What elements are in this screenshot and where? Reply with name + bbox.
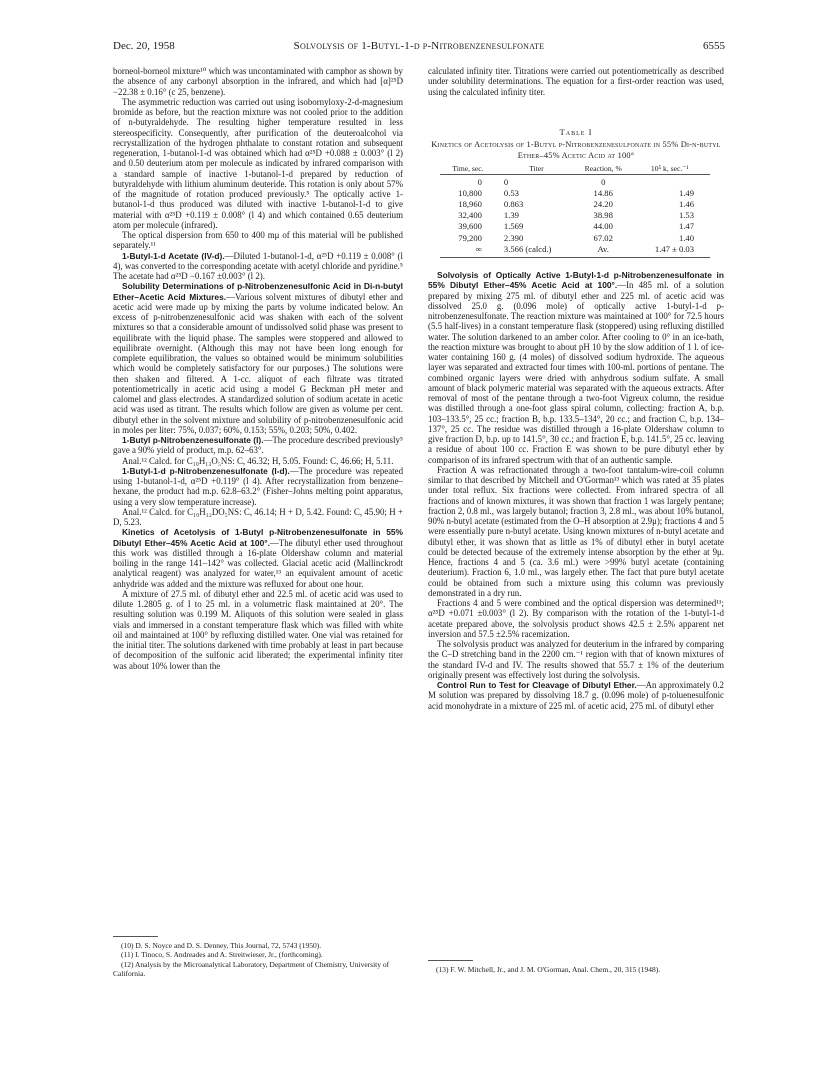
footnotes-left bbox=[113, 941, 403, 979]
table-cell: 0 bbox=[503, 176, 509, 187]
table-cell: 10,800 bbox=[458, 187, 482, 198]
right-column bbox=[428, 66, 724, 97]
kinetics-table bbox=[440, 165, 710, 258]
header-date: Dec. 20, 1958 bbox=[113, 40, 175, 52]
footnote-divider bbox=[113, 936, 158, 937]
table-cell: 44.00 bbox=[593, 221, 613, 232]
footnote: (12) Analysis by the Microanalytical Laboratory, Department of Chemistry, University of California. bbox=[113, 959, 390, 979]
analysis-line: Anal.¹² Calcd. for C₁₀H₁₂DO₅NS: C, 46.14; H + D, 5.42. Found: C, 45.90; H + D, 5.23. bbox=[113, 506, 403, 527]
section-text: —The procedure was repeated using 1-butanol-1-d, α²⁵D +0.119° (l 4). After recrystallization from benzene–hexane, the product had m.p. 62.8–63.2° (Fisher–Johns melting point apparatus, using a very slow temperature increase). bbox=[113, 465, 404, 507]
table-cell: 1.46 bbox=[678, 199, 694, 209]
paragraph: The asymmetric reduction was carried out using isobornyloxy-2-d-magnesium bromide as before, but the reaction mixture was not cooled prior to the addition of n-butyraldehyde. The resulting higher temperature resulted in less stereospecificity. Consequently, after purification of the deuteroalcohol via recrystallization of the hydrogen phthalate to constant rotation and subsequent regeneration, 1-butanol-1-d was obtained which had α²⁵D +0.088 ± 0.003° (l 2) and 0.50 deuterium atom per molecule as indicated by infrared comparison with a standard sample of inactive 1-butanol-1-d prepared by reduction of butyraldehyde with lithium aluminum deuteride. This rotation is only about 57% of the magnitude of rotation produced previously.⁵ The optically active 1-butanol-1-d thus produced was diluted with inactive 1-butanol-1-d to give material with α²⁵D +0.119 ± 0.008° (l 4) and which contained 0.65 deuterium atom per molecule (infrared). bbox=[113, 96, 403, 230]
section-text: —The procedure described previously⁵ gave a 90% yield of product, m.p. 62–63°. bbox=[113, 435, 403, 456]
header-page-number: 6555 bbox=[703, 40, 725, 52]
table-cell: 38.98 bbox=[593, 210, 613, 221]
paragraph: Fraction A was refractionated through a two-foot tantalum-wire-coil column similar to that described by Mitchell and O'Gorman¹³ which was rated at 35 plates under total reflux. Six fractions were collected. From infrared spectra of all fractions and of known mixtures, it was shown that fraction 1 was largely pentane; fraction 2, 0.8 ml., was largely butanol; fraction 3, 2.8 ml., was about 10% butanol, 90% n-butyl acetate (estimated from the O–H absorption at 2.9μ); fractions 4 and 5 were essentially pure n-butyl acetate. Using known mixtures of n-butyl acetate and dibutyl ether, it was shown that as little as 1% of dibutyl ether in butyl acetate could be detected because of the extremely intense absorption by the ether at 9μ. Hence, fractions 4 and 5 (ca. 3.6 ml.) were >99% butyl acetate (containing deuterium). Fraction 6, 1.0 ml., was largely ether. The fact that pure butyl acetate could be obtained from such a mixture using this column was previously demonstrated in a dry run. bbox=[428, 464, 724, 598]
footnote: (11) I. Tinoco, S. Andreades and A. Streitwieser, Jr., (forthcoming). bbox=[121, 950, 323, 960]
column-header: Titer bbox=[496, 165, 577, 174]
section-heading: Solubility Determinations of p-Nitrobenzenesulfonic Acid in Di-n-butyl Ether–Acetic Acid Mixtures. bbox=[113, 281, 403, 302]
section-paragraph bbox=[113, 466, 403, 507]
table-cell: ∞ bbox=[440, 244, 496, 258]
table-cell: 1.47 ± 0.03 bbox=[629, 244, 710, 258]
paragraph: Fractions 4 and 5 were combined and the optical dispersion was determined¹¹; α²⁵D +0.071 ±0.003° (l 2). By comparison with the rotation of the 1-butyl-1-d acetate prepared above, the solvolysis product shows 42.5 ± 2.5% apparent net inversion and 57.5 ±2.5% racemization. bbox=[428, 598, 724, 639]
table-cell: 3.566 (calcd.) bbox=[496, 244, 577, 258]
running-header bbox=[113, 40, 725, 54]
table-cell: 32,400 bbox=[458, 210, 482, 221]
table-header-row bbox=[440, 165, 710, 174]
table-row bbox=[440, 233, 710, 244]
section-text: —Various solvent mixtures of dibutyl ether and acetic acid were made up by mixing the parts by volume indicated below. An excess of p-nitrobenzenesulfonic acid was shaken with each of the solvent mixtures so that a considerable amount of undissolved solid phase was present to equilibrate with the liquid phase. The samples were stoppered and allowed to equilibrate overnight. (Although this may not have been long enough for complete equilibration, the values so obtained would be minimum solubilities which would be completely satisfactory for our purposes.) The solutions were then shaken and filtered. A 1-cc. aliquot of each filtrate was titrated potentiometrically in acetic acid using a model G Beckman pH meter and calomel and glass electrodes. A standardized solution of sodium acetate in acetic acid was used as titrant. The results which follow are given as volume per cent. dibutyl ether in the solvent mixture and solubility of p-nitrobenzenesulfonic acid in moles per liter: 75%, 0.037; 60%, 0.153; 55%, 0.203; 50%, 0.402. bbox=[113, 291, 403, 435]
table-cell: 1.569 bbox=[503, 221, 524, 232]
table-cell bbox=[629, 174, 710, 188]
section-paragraph bbox=[113, 281, 403, 435]
table-cell: 2.390 bbox=[503, 232, 524, 243]
table-cell: 0 bbox=[477, 176, 482, 187]
table-cell: 1.39 bbox=[503, 210, 519, 221]
section-heading: 1-Butyl-1-d Acetate (IV-d). bbox=[122, 250, 225, 261]
section-paragraph bbox=[428, 270, 724, 465]
paragraph: borneol-borneol mixture¹⁰ which was uncontaminated with camphor as shown by the absence of any carbonyl absorption in the infrared, and which had [α]²⁵D −22.38 ± 0.16° (c 25, benzene). bbox=[113, 66, 403, 97]
section-paragraph bbox=[113, 251, 403, 282]
section-heading: 1-Butyl p-Nitrobenzenesulfonate (I). bbox=[122, 435, 264, 445]
footnotes-right bbox=[428, 965, 724, 974]
column-header: Reaction, % bbox=[577, 165, 629, 174]
table-cell: 0.863 bbox=[503, 199, 524, 209]
table-cell: 24.20 bbox=[593, 199, 613, 209]
table-cell: Av. bbox=[577, 244, 629, 258]
paragraph: The optical dispersion from 650 to 400 mμ of this material will be published separately.¹¹ bbox=[113, 230, 403, 251]
table-cell: 14.86 bbox=[593, 187, 613, 198]
table-cell: 18,960 bbox=[458, 199, 482, 209]
right-column-continued bbox=[428, 270, 724, 711]
footnote: (13) F. W. Mitchell, Jr., and J. M. O'Gorman, Anal. Chem., 20, 315 (1948). bbox=[436, 965, 661, 974]
section-paragraph bbox=[113, 527, 403, 589]
section-paragraph bbox=[113, 435, 403, 456]
table-cell: 0.53 bbox=[503, 187, 519, 198]
left-column bbox=[113, 66, 403, 671]
table-cell: 67.02 bbox=[593, 232, 613, 243]
table-title: Table I bbox=[559, 127, 593, 137]
analysis-line: Anal.¹² Calcd. for C₁₀H₁₃O₅NS: C, 46.32; H, 5.05. Found: C, 46.66; H, 5.11. bbox=[122, 455, 394, 466]
section-text: —In 485 ml. of a solution prepared by mixing 275 ml. of dibutyl ether and 225 ml. of acetic acid was dissolved 25.0 g. (0.096 mole) of optically active 1-butyl-1-d p-nitrobenzenesulfonate. The reaction mixture was maintained at 100° for 72.5 hours (5.5 half-lives) in a constant temperature flask (stoppered) using refluxing distilled water. The solution darkened to an amber color. After cooling to 0° in an ice-bath, the reaction mixture was brought to about pH 10 by the slow addition of 1 l. of ice-water containing 160 g. (4 moles) of dissolved sodium hydroxide. The aqueous layer was separated and extracted four times with 100-ml. portions of pentane. The combined organic layers were dried with anhydrous sodium sulfate. A small amount of black polymeric material was separated with the aqueous extracts. After removal of most of the pentane through a two-foot Vigreux column, the residue was distilled through a one-foot glass spiral column, collecting: fraction A, b.p. 103–133.5°, 25 cc.; fraction B, b.p. 133.5–134°, 20 cc.; and fraction C, b.p. 134–137°, 25 cc. The residue was distilled through a 16-plate Oldershaw column to give fraction D, b.p. up to 141.5°, 30 cc.; and fraction E, b.p. 141.5°, 25 cc. leaving a residue of about 100 cc. Fraction E was shown to be pure dibutyl ether by comparison of its infrared spectrum with that of an authentic sample. bbox=[428, 280, 724, 465]
column-header: Time, sec. bbox=[440, 165, 496, 174]
table-caption: Kinetics of Acetolysis of 1-Butyl p-Nitrobenzenesulfonate in 55% Di-n-butyl Ether–45% Acetic Acid at 100° bbox=[431, 140, 721, 160]
section-text: —Diluted 1-butanol-1-d, α²⁵D +0.119 ± 0.008° (l 4), was converted to the corresponding acetate with acetyl chloride and pyridine.⁵ The acetate had α²⁵D −0.167 ±0.003° (l 2). bbox=[113, 250, 403, 281]
table-cell: 1.40 bbox=[678, 232, 694, 243]
table-cell: 1.53 bbox=[678, 210, 694, 221]
column-header: 10⁵ k, sec.⁻¹ bbox=[629, 165, 710, 174]
footnote-divider bbox=[428, 960, 473, 961]
footnote: (10) D. S. Noyce and D. S. Denney, This Journal, 72, 5743 (1950). bbox=[121, 941, 322, 950]
table-cell: 1.47 bbox=[678, 221, 694, 232]
table-row bbox=[440, 221, 710, 232]
section-heading: 1-Butyl-1-d p-Nitrobenzenesulfonate (I-d). bbox=[122, 465, 290, 476]
table-1 bbox=[428, 127, 724, 258]
section-heading: Control Run to Test for Cleavage of Dibutyl Ether. bbox=[437, 680, 637, 690]
paragraph: calculated infinity titer. Titrations were carried out potentiometrically as described under solubility determinations. The equation for a first-order reaction was used, using the calculated infinity titer. bbox=[428, 66, 724, 97]
table-cell: 0 bbox=[601, 176, 606, 187]
section-text: —The dibutyl ether used throughout this work was distilled through a 16-plate Oldershaw column and material boiling in the range 141–142° was collected. Glacial acetic acid (Mallinckrodt analytical reagent) was analyzed for water,¹³ an equivalent amount of acetic anhydride was added and the mixture was refluxed for about one hour. bbox=[113, 537, 403, 589]
table-cell: 1.49 bbox=[678, 187, 694, 198]
section-heading: Kinetics of Acetolysis of 1-Butyl p-Nitrobenzenesulfonate in 55% Dibutyl Ether–45% Acetic Acid at 100°. bbox=[113, 527, 403, 548]
section-text: —An approximately 0.2 M solution was prepared by dissolving 18.7 g. (0.096 mole) of p-toluenesulfonic acid monohydrate in a mixture of 225 ml. of acetic acid, 275 ml. of dibutyl ether bbox=[428, 680, 724, 711]
table-cell: 39,600 bbox=[458, 221, 482, 232]
section-heading: Solvolysis of Optically Active 1-Butyl-1-d p-Nitrobenzenesulfonate in 55% Dibutyl Ether–45% Acetic Acid at 100°. bbox=[428, 270, 724, 291]
table-row bbox=[440, 199, 710, 210]
table-cell: 79,200 bbox=[458, 232, 482, 243]
table-row bbox=[440, 188, 710, 199]
paragraph: The solvolysis product was analyzed for deuterium in the infrared by comparing the C–D stretching band in the 2200 cm.⁻¹ region with that of known mixtures of the standard IV-d and IV. The results showed that 55.7 ± 1% of the deuterium originally present was effectively lost during the solvolysis. bbox=[428, 639, 724, 680]
table-row bbox=[440, 210, 710, 221]
header-title: Solvolysis of 1-Butyl-1-d p-Nitrobenzenesulfonate bbox=[293, 40, 545, 52]
paragraph: A mixture of 27.5 ml. of dibutyl ether and 22.5 ml. of acetic acid was used to dilute 1.2805 g. of I to 25 ml. in a volumetric flask maintained at 20°. The resulting solution was 0.199 M. Aliquots of this solution were sealed in glass vials and immersed in a constant temperature flask which was filled with white oil and maintained at 100° by refluxing distilled water. One vial was retained for the initial titer. The solutions darkened with time probably at least in part because of decomposition of the sulfonic acid liberated; the experimental infinity titer was about 10% lower than the bbox=[113, 588, 403, 671]
section-paragraph bbox=[428, 680, 724, 711]
table-row bbox=[440, 174, 710, 188]
table-row bbox=[440, 244, 710, 258]
